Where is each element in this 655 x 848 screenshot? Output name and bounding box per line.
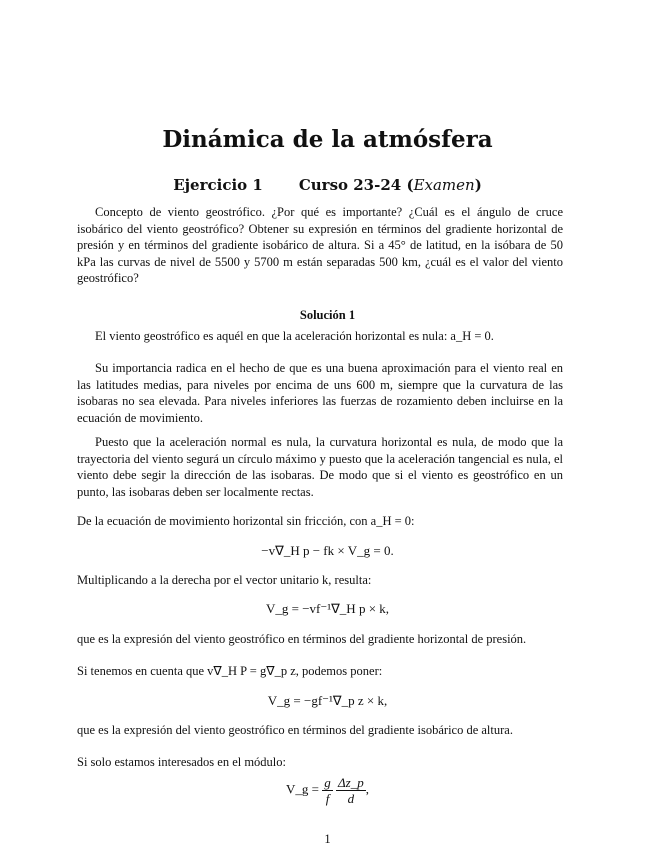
note-open: ( xyxy=(406,176,414,194)
equation-3: V_g = −gf⁻¹∇_p z × k, xyxy=(267,693,388,708)
course-label: Curso 23-24 xyxy=(298,176,402,194)
equation-1: −v∇_H p − fk × V_g = 0. xyxy=(261,543,394,558)
solution-paragraph-7: Si tenemos en cuenta que v∇_H P = g∇_p z, podemos poner: xyxy=(77,664,383,678)
equation-4-tail: , xyxy=(365,781,369,797)
page-number: 1 xyxy=(324,832,331,846)
solution-paragraph-9: Si solo estamos interesados en el módulo: xyxy=(77,755,287,769)
solution-paragraph-1: El viento geostrófico es aquél en que la aceleración horizontal es nula: a_H = 0. xyxy=(95,329,494,343)
fraction-dz-over-d xyxy=(336,775,366,806)
solution-paragraph-8: que es la expresión del viento geostrófico en términos del gradiente isobárico de altura. xyxy=(77,723,513,737)
solution-paragraph-4: De la ecuación de movimiento horizontal sin fricción, con a_H = 0: xyxy=(77,514,415,528)
fraction-g-over-f xyxy=(322,775,333,806)
exam-note: Examen xyxy=(413,176,475,194)
solution-heading: Solución 1 xyxy=(299,308,356,322)
exercise-statement: Concepto de viento geostrófico. ¿Por qué es importante? ¿Cuál es el ángulo de cruce isobárico del viento geostrófico? Obtener su expresión en términos del gradiente horizontal de presión y en términos del gradiente isobárico de altura. Si a 45° de latitud, en la isóbara de 50 kPa las curvas de nivel de 5500 y 5700 m están separadas 500 km, ¿cuál es el valor del viento geostrófico? xyxy=(77,205,563,285)
exercise-header xyxy=(0,176,655,194)
fraction-1-denominator: f xyxy=(325,791,330,806)
solution-paragraph-6: que es la expresión del viento geostrófico en términos del gradiente horizontal de presión. xyxy=(77,632,527,646)
document-title: Dinámica de la atmósfera xyxy=(162,126,493,153)
equation-2: V_g = −vf⁻¹∇_H p × k, xyxy=(265,601,390,616)
note-close: ) xyxy=(474,176,482,194)
fraction-2-denominator: d xyxy=(347,791,355,806)
solution-paragraph-2: Su importancia radica en el hecho de que es una buena aproximación para el viento real en las latitudes medias, para niveles por encima de uns 600 m, siempre que la curvatura de las isobaras no sea elevada. Para niveles inferiores las fuerzas de rozamiento deben incluirse en la ecuación de movimiento. xyxy=(77,361,563,425)
solution-paragraph-5: Multiplicando a la derecha por el vector unitario k, resulta: xyxy=(77,573,372,587)
fraction-2-numerator: Δz_p xyxy=(338,775,364,790)
equation-4 xyxy=(0,775,655,806)
fraction-1-numerator: g xyxy=(324,775,331,790)
solution-paragraph-3: Puesto que la aceleración normal es nula, la curvatura horizontal es nula, de modo que la trayectoria del viento segurá un círculo máximo y puesto que la aceleración tangencial es nula, el viento debe segir la dirección de las isobaras. De modo que si el viento es geostrófico en un punto, las isobaras deben ser localmente rectas. xyxy=(77,435,563,499)
equation-4-lhs: V_g = xyxy=(286,781,320,797)
exercise-label: Ejercicio 1 xyxy=(173,176,263,194)
